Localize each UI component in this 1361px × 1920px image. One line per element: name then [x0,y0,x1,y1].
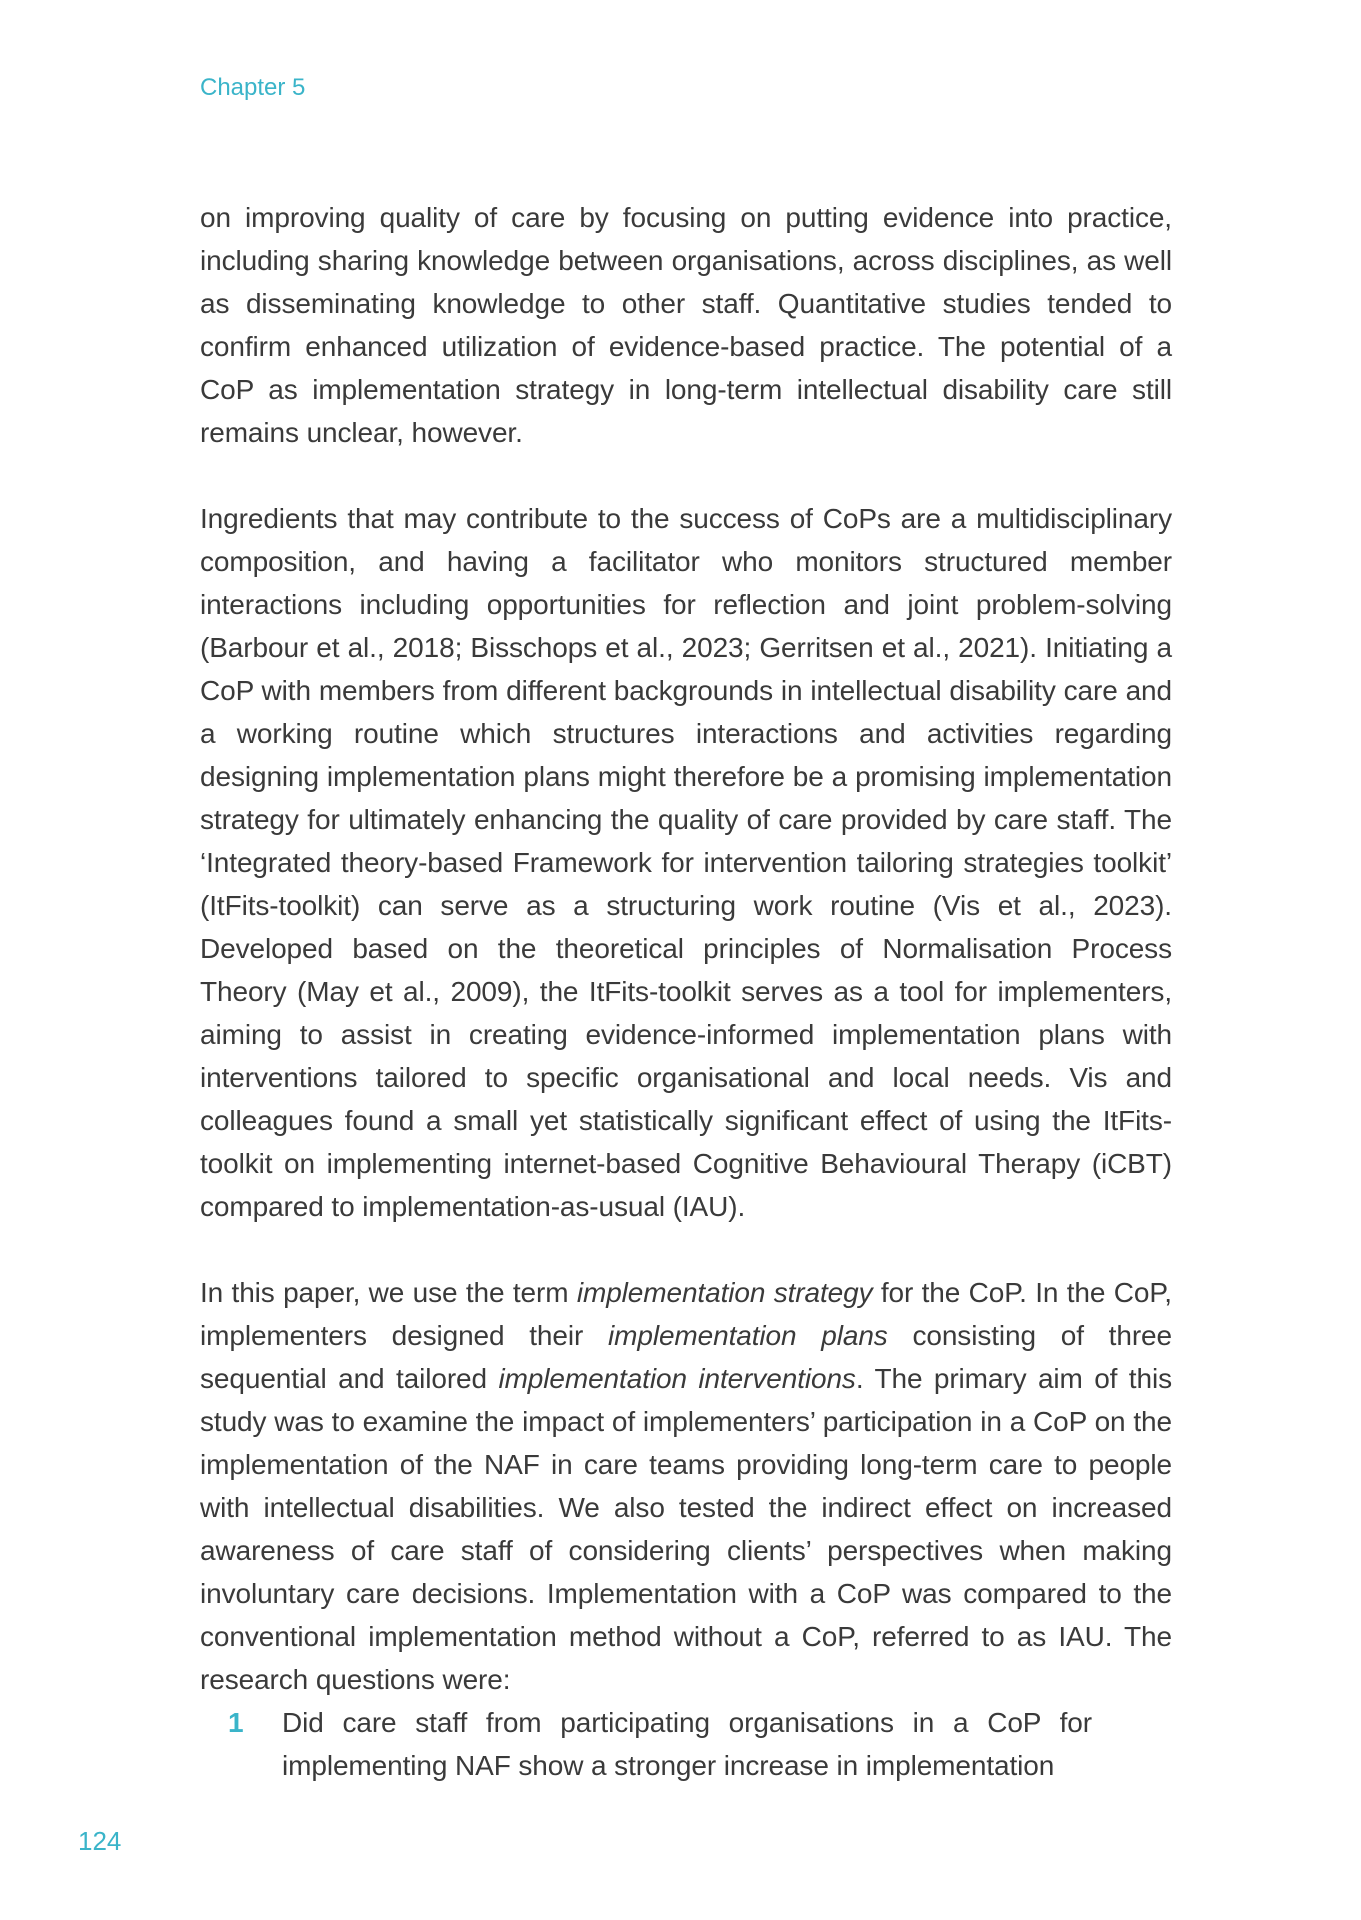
paragraph-3-text-1: In this paper, we use the term [200,1277,577,1308]
paragraph-2: Ingredients that may contribute to the success of CoPs are a multidisciplinary composition, and having a facilitator who monitors structured member interactions including opportunities for reflection and joint problem-solving (Barbour et al., 2018; Bisschops et al., 2023; Gerritsen et al., 2021). Initiating a CoP with members from different backgrounds in intellectual disability care and a working routine which structures interactions and activities regarding designing implementation plans might therefore be a promising implementation strategy for ultimately enhancing the quality of care provided by care staff. The ‘Integrated theory-based Framework for intervention tailoring strategies toolkit’ (ItFits-toolkit) can serve as a structuring work routine (Vis et al., 2023). Developed based on the theoretical principles of Normalisation Process Theory (May et al., 2009), the ItFits-toolkit serves as a tool for implementers, aiming to assist in creating evidence-informed implementation plans with interventions tailored to specific organisational and local needs. Vis and colleagues found a small yet statistically significant effect of using the ItFits-toolkit on implementing internet-based Cognitive Behavioural Therapy (iCBT) compared to implementation-as-usual (IAU). [200,503,1172,1222]
research-question-item [200,1701,1092,1787]
paragraph-3-text-2: for the CoP. In the CoP, implementers designed their [200,1277,1172,1351]
research-question-number: 1 [228,1707,244,1738]
research-question-text: Did care staff from participating organisations in a CoP for implementing NAF show a stronger increase in implementation [282,1707,1092,1781]
term-implementation-plans: implementation plans [608,1320,888,1351]
page-number: 124 [78,1826,122,1856]
paragraph-1: on improving quality of care by focusing on putting evidence into practice, including sharing knowledge between organisations, across disciplines, as well as disseminating knowledge to other staff. Quantitative studies tended to confirm enhanced utilization of evidence-based practice. The potential of a CoP as implementation strategy in long-term intellectual disability care still remains unclear, however. [200,202,1172,448]
paragraph-3-text-3: consisting of three sequential and tailored [200,1320,1172,1394]
term-implementation-strategy: implementation strategy [576,1277,873,1308]
paragraph-3-text-4: . The primary aim of this study was to examine the impact of implementers’ participation in a CoP on the implementation of the NAF in care teams providing long-term care to people with intellectual disabilities. We also tested the indirect effect on increased awareness of care staff of considering clients’ perspectives when making involuntary care decisions. Implementation with a CoP was compared to the conventional implementation method without a CoP, referred to as IAU. The research questions were: [200,1363,1172,1695]
running-head-chapter: Chapter 5 [200,74,306,101]
body-text [200,196,1172,1787]
term-implementation-interventions: implementation interventions [498,1363,856,1394]
paragraph-3 [200,1271,1172,1701]
